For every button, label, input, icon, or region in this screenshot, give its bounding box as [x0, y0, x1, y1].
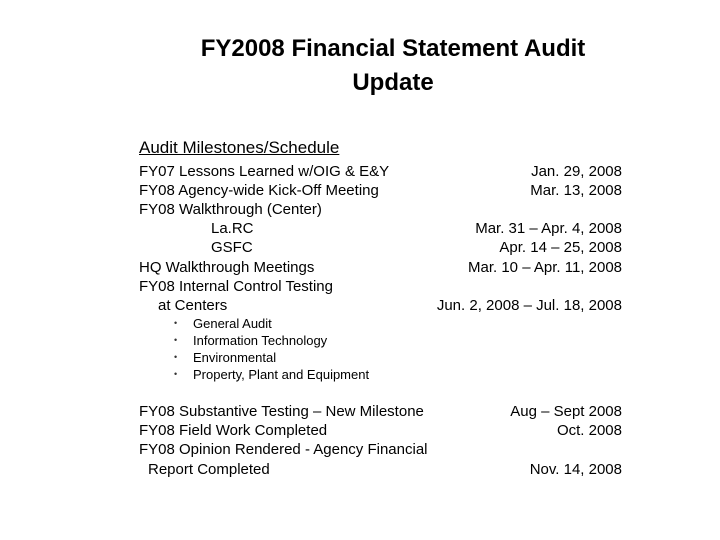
milestone-label: FY08 Agency-wide Kick-Off Meeting	[139, 182, 379, 199]
bullet-item: Environmental	[193, 350, 277, 365]
bullet-icon: •	[174, 335, 178, 345]
bullet-item: Information Technology	[193, 333, 328, 348]
milestone-date: Jan. 29, 2008	[531, 163, 622, 180]
bullet-icon: •	[174, 352, 178, 362]
milestone-sublabel: GSFC	[211, 239, 253, 256]
section-heading: Audit Milestones/Schedule	[139, 138, 340, 157]
milestone-label: FY08 Substantive Testing – New Milestone	[139, 403, 424, 420]
milestone-date: Mar. 10 – Apr. 11, 2008	[468, 259, 622, 276]
milestone-label: FY08 Internal Control Testing	[139, 278, 333, 295]
milestone-date: Mar. 31 – Apr. 4, 2008	[475, 220, 622, 237]
bullet-icon: •	[174, 369, 178, 379]
milestone-date: Jun. 2, 2008 – Jul. 18, 2008	[436, 297, 622, 314]
milestone-label: FY07 Lessons Learned w/OIG & E&Y	[139, 163, 390, 180]
milestone-date: Apr. 14 – 25, 2008	[499, 239, 622, 256]
bullet-item: Property, Plant and Equipment	[193, 367, 370, 382]
milestone-date: Mar. 13, 2008	[530, 182, 622, 199]
slide-title-line-1: FY2008 Financial Statement Audit	[200, 35, 586, 62]
slide-title-line-2: Update	[352, 69, 434, 96]
bullet-icon: •	[174, 318, 178, 328]
milestone-sublabel: Report Completed	[148, 461, 270, 478]
milestone-sublabel: at Centers	[158, 297, 228, 314]
milestone-sublabel: La.RC	[211, 220, 254, 237]
milestone-date: Aug – Sept 2008	[510, 403, 622, 420]
milestone-label: FY08 Walkthrough (Center)	[139, 201, 322, 218]
milestone-date: Nov. 14, 2008	[529, 461, 622, 478]
bullet-item: General Audit	[193, 316, 272, 331]
milestone-date: Oct. 2008	[556, 422, 622, 439]
milestone-label: HQ Walkthrough Meetings	[139, 259, 315, 276]
milestone-label: FY08 Opinion Rendered - Agency Financial	[139, 441, 428, 458]
milestone-label: FY08 Field Work Completed	[139, 422, 328, 439]
